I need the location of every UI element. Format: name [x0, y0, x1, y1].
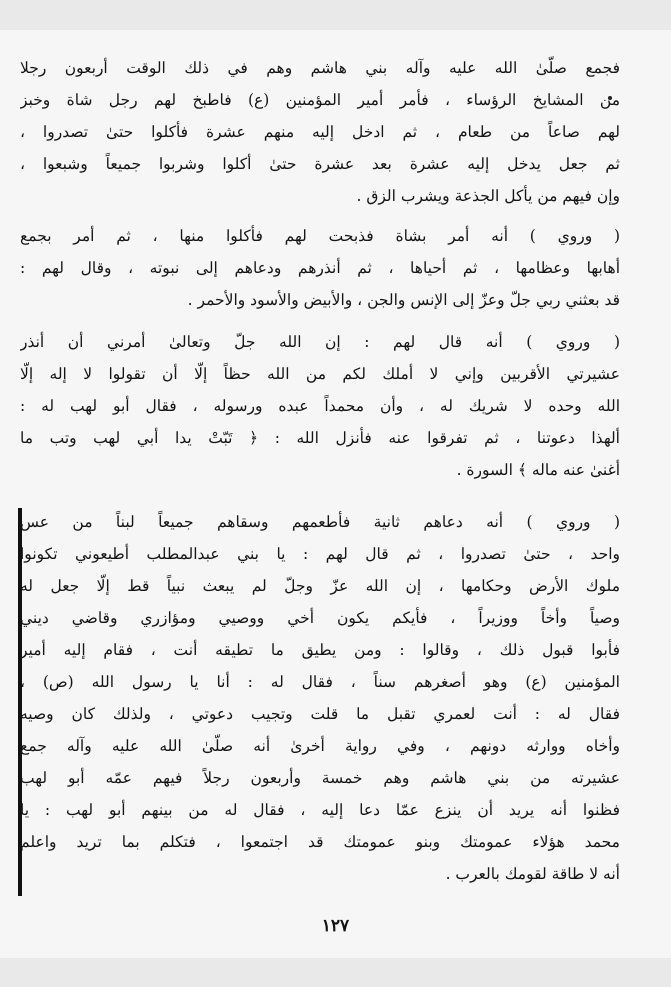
text-line: واحد ، حتىٰ تصدروا ، ثم قال لهم : يا بني عبدالمطلب أطيعوني تكونوا — [20, 545, 620, 563]
page-number: ١٢٧ — [321, 916, 350, 936]
text-line: وصياً وأخاً ووزيراً ، فأيكم يكون أخي ووصيي ومؤازري وقاضي ديني — [20, 609, 620, 627]
text-line: فأبوا قبول ذلك ، وقالوا : ومن يطيق ما تطيقه أنت ، فقام إليه أمير — [20, 641, 620, 659]
text-line: المؤمنين (ع) وهو أصغرهم سناً ، فقال له : أنا يا رسول الله (ص) ، — [20, 673, 620, 691]
text-line: وإن فيهم من يأكل الجذعة ويشرب الزق . — [356, 187, 620, 205]
text-line: فقال له : أنت لعمري تقبل ما قلت وتجيب دعوتي ، ولذلك كان وصيه — [20, 705, 620, 723]
paragraph-3 — [20, 326, 620, 486]
top-margin-band — [0, 0, 671, 30]
text-line: فظنوا أنه يريد أن ينزع عمّا دعا إليه ، فقال له من بينهم أبو لهب : يا — [20, 801, 620, 819]
text-line: وأخاه ووارثه دونهم ، وفي رواية أخرىٰ أنه صلّىٰ الله عليه وآله جمع — [20, 737, 620, 755]
text-line: أهابها وعظامها ، ثم أحياها ، ثم أنذرهم ودعاهم إلى نبوته ، وقال لهم : — [20, 259, 620, 277]
text-line: ملوك الأرض وحكامها ، إن الله عزّ وجلّ لم يبعث نبياً قط إلّا جعل له — [20, 577, 620, 595]
paragraph-1 — [20, 52, 620, 212]
paragraph-4 — [20, 506, 620, 890]
text-line: ( وروي ) أنه قال لهم : إن الله جلّ وتعالىٰ أمرني أن أنذر — [20, 333, 620, 351]
text-line: أغنىٰ عنه ماله ﴾ السورة . — [456, 461, 620, 479]
text-line: ألهذا دعوتنا ، ثم تفرقوا عنه فأنزل الله : ﴿ تَبّتْ يدا أبي لهب وتب ما — [20, 429, 620, 447]
text-line: ( وروي ) أنه أمر بشاة فذبحت لهم فأكلوا منها ، ثم أمر بجمع — [20, 227, 620, 245]
book-page — [0, 30, 671, 958]
text-line: عشيرتي الأقربين وإني لا أملك لكم من الله حظاً إلّا أن تقولوا لا إله إلّا — [20, 365, 620, 383]
text-line: الله وحده لا شريك له ، وأن محمداً عبده ورسوله ، فقال أبو لهب له : — [20, 397, 620, 415]
text-line: لهم صاعاً من طعام ، ثم ادخل إليه منهم عشرة فأكلوا حتىٰ تصدروا ، — [20, 123, 620, 141]
text-line: من المشايخ الرؤساء ، فأمر أمير المؤمنين (ع) فاطبخ لهم رجل شاة وخبز — [20, 91, 620, 109]
text-line: أنه لا طاقة لقومك بالعرب . — [445, 865, 620, 883]
bottom-margin-band — [0, 958, 671, 987]
text-line: ( وروي ) أنه دعاهم ثانية فأطعمهم وسقاهم جميعاً لبناً من عس — [20, 513, 620, 531]
text-line: محمد هؤلاء عمومتك وبنو عمومتك قد اجتمعوا ، فتكلم بما تريد واعلم — [20, 833, 620, 851]
text-line: فجمع صلّىٰ الله عليه وآله بني هاشم وهم في ذلك الوقت أربعون رجلا — [20, 59, 620, 77]
text-line: قد بعثني ربي جلّ وعزّ إلى الإنس والجن ، والأبيض والأسود والأحمر . — [187, 291, 620, 309]
text-line: عشيرته من بني هاشم وهم خمسة وأربعون رجلاً فيهم عمّه أبو لهب — [20, 769, 620, 787]
paragraph-2 — [20, 220, 620, 316]
text-line: ثم جعل يدخل إليه عشرة بعد عشرة حتىٰ أكلوا وشربوا جميعاً وشبعوا ، — [20, 155, 620, 173]
